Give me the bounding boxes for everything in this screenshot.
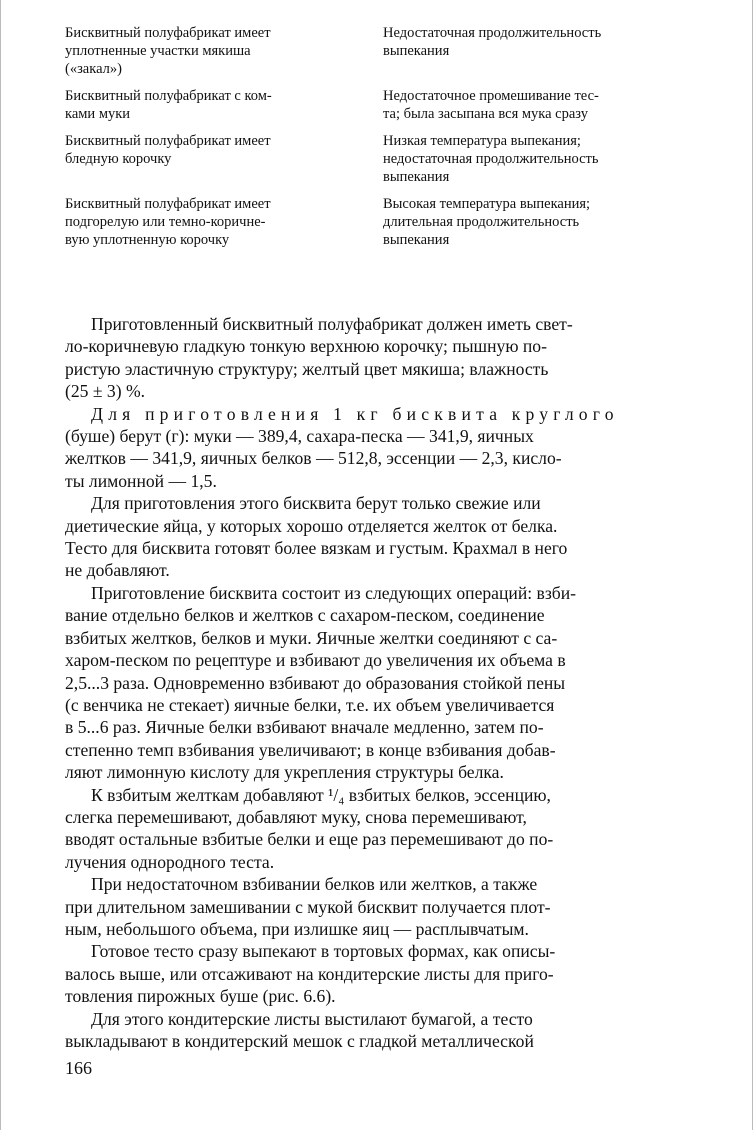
text-line: Бисквитный полуфабрикат имеет (65, 25, 271, 41)
paragraph-first-line: Приготовленный бисквитный полуфабрикат должен иметь свет- (91, 314, 573, 334)
text-line: Недостаточная продолжительность (383, 25, 602, 41)
cause-cell (383, 195, 705, 249)
defect-cell (65, 132, 383, 186)
text-line: та; была засыпана вся мука сразу (383, 106, 588, 122)
text-line: Бисквитный полуфабрикат с ком- (65, 88, 272, 104)
text-line: диетические яйца, у которых хорошо отделяется желток от белка. (65, 515, 558, 536)
paragraph-first-line: Приготовление бисквита состоит из следующих операций: взби- (91, 582, 577, 603)
text-line: ками муки (65, 106, 131, 122)
text-line: выпекания (383, 169, 450, 185)
cause-cell (383, 24, 705, 78)
text-line: валось выше, или отсаживают на кондитерские листы для приго- (65, 963, 554, 984)
text-line: Бисквитный полуфабрикат имеет (65, 133, 271, 149)
text-line: при длительном замешивании с мукой бисквит получается плот- (65, 896, 551, 917)
text-line: выпекания (383, 232, 450, 248)
table-row (65, 195, 705, 249)
text-line: степенно темп взбивания увеличивают; в конце взбивания добав- (65, 739, 556, 760)
text-line: выпекания (383, 43, 450, 59)
text-line: уплотненные участки мякиша (65, 43, 251, 59)
text-line: вводят остальные взбитые белки и еще раз перемешивают до по- (65, 829, 554, 850)
text-line: (25 ± 3) %. (65, 381, 146, 402)
text-line: вую уплотненную корочку (65, 232, 230, 248)
text-line: ло-коричневую гладкую тонкую верхнюю корочку; пышную по- (65, 336, 547, 357)
text-line: («закал») (65, 61, 122, 77)
text-line: 2,5...3 раза. Одновременно взбивают до образования стойкой пены (65, 672, 566, 693)
table-row (65, 24, 705, 78)
text-line: Высокая температура выпекания; (383, 196, 591, 212)
text-line: слегка перемешивают, добавляют муку, снова перемешивают, (65, 806, 527, 827)
text-line: вание отдельно белков и желтков с сахаром-песком, соединение (65, 605, 545, 626)
text-line: Бисквитный полуфабрикат имеет (65, 196, 271, 212)
text-line: подгорелую или темно-коричне- (65, 214, 266, 230)
text-line: в 5...6 раз. Яичные белки взбивают вначале медленно, затем по- (65, 717, 544, 738)
paragraph-first-line: Готовое тесто сразу выпекают в тортовых формах, как описы- (91, 941, 556, 962)
text-line: бледную корочку (65, 151, 172, 167)
body-text (65, 313, 695, 1052)
defect-cell (65, 24, 383, 78)
text-line: ристую эластичную структуру; желтый цвет мякиша; влажность (65, 358, 549, 379)
recipe-heading-line: Для приготовления 1 кг бисквита круглого (91, 403, 619, 424)
table-row (65, 132, 705, 186)
text-line: ным, небольшого объема, при излишке яиц — расплывчатым. (65, 918, 529, 939)
defect-cell (65, 87, 383, 123)
text-line: взбитых желтков, белков и муки. Яичные желтки соединяют с са- (65, 627, 558, 648)
page-number: 166 (65, 1058, 92, 1078)
text-line: ляют лимонную кислоту для укрепления структуры белка. (65, 762, 504, 783)
text-line: желтков — 341,9, яичных белков — 512,8, эссенции — 2,3, кисло- (65, 448, 562, 469)
text-line: товления пирожных буше (рис. 6.6). (65, 986, 336, 1007)
text-line: выкладывают в кондитерский мешок с гладкой металлической (65, 1031, 534, 1051)
cause-cell (383, 132, 705, 186)
text-line: недостаточная продолжительность (383, 151, 599, 167)
text-line: лучения однородного теста. (65, 851, 275, 872)
text-line: Низкая температура выпекания; (383, 133, 581, 149)
paragraph-first-line: Для этого кондитерские листы выстилают бумагой, а тесто (91, 1008, 533, 1029)
text-line: длительная продолжительность (383, 214, 580, 230)
paragraph-first-line: При недостаточном взбивании белков или желтков, а также (91, 874, 538, 895)
text-line: (с венчика не стекает) яичные белки, т.е. их объем увеличивается (65, 694, 555, 715)
paragraph-first-line: Для приготовления этого бисквита берут только свежие или (91, 493, 541, 514)
text-line: (буше) берут (г): муки — 389,4, сахара-песка — 341,9, яичных (65, 426, 534, 447)
text-line: Недостаточное промешивание тес- (383, 88, 599, 104)
text-line: не добавляют. (65, 560, 170, 581)
table-row (65, 87, 705, 123)
text-line: ты лимонной — 1,5. (65, 470, 217, 491)
text-line: Тесто для бисквита готовят более вязкам и густым. Крахмал в него (65, 538, 568, 559)
paragraph-first-line: К взбитым желткам добавляют ¹/₄ взбитых белков, эссенцию, (91, 784, 551, 805)
text-line: харом-песком по рецептуре и взбивают до увеличения их объема в (65, 650, 566, 671)
cause-cell (383, 87, 705, 123)
defect-cell (65, 195, 383, 249)
faults-table (65, 24, 705, 258)
